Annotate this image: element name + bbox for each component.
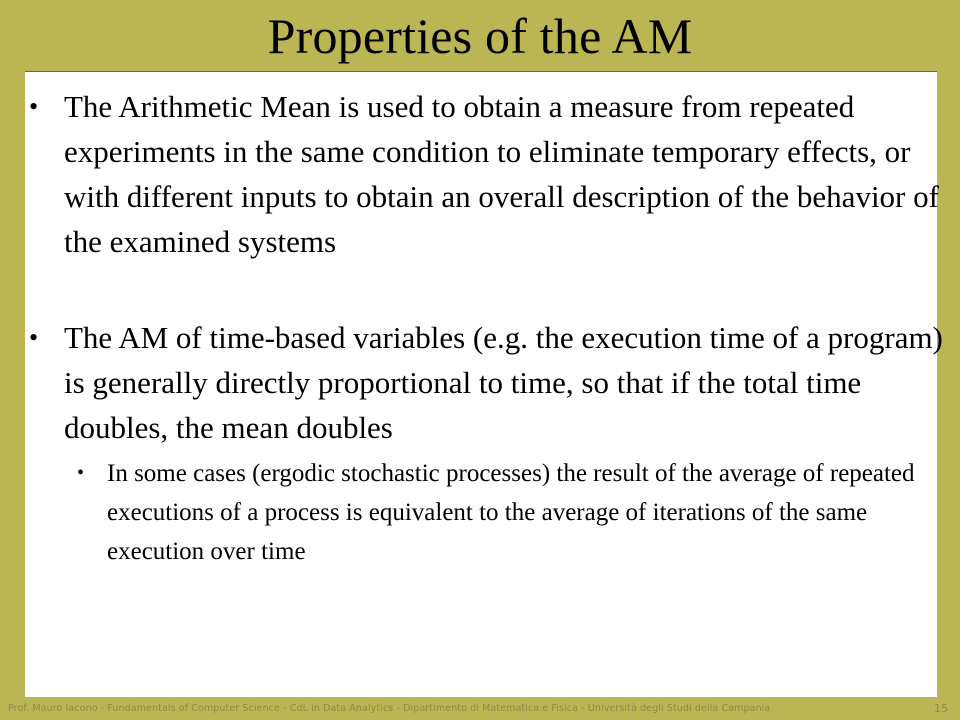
content-panel	[25, 71, 943, 697]
bullet-text: The Arithmetic Mean is used to obtain a measure from repeated experiments in the same condition to eliminate temporary effects, or with different inputs to obtain an overall description of the behavior of the examined systems	[64, 89, 939, 259]
slide-title: Properties of the AM	[267, 8, 693, 64]
bullet-marker: •	[29, 323, 39, 352]
sub-bullet-text: In some cases (ergodic stochastic processes) the result of the average of repeated executions of a process is equivalent to the average of iterations of the same execution over time	[107, 460, 915, 565]
bullet-marker: •	[29, 92, 39, 121]
page-number: 15	[934, 702, 948, 715]
bullet-text: The AM of time-based variables (e.g. the execution time of a program) is generally directly proportional to time, so that if the total time doubles, the mean doubles	[64, 320, 943, 445]
slide-footer: Prof. Mauro Iacono - Fundamentals of Computer Science - CdL in Data Analytics - Dipartimento di Matematica e Fisica - Università degli Studi della Campania	[8, 703, 771, 714]
sub-bullet-marker: •	[77, 462, 85, 484]
